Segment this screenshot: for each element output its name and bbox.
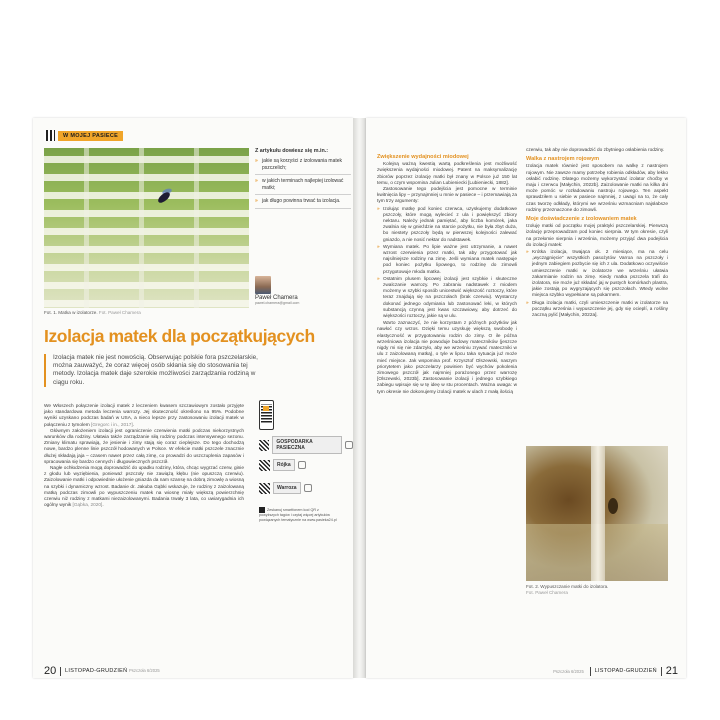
section-tag <box>44 130 123 141</box>
tag-gospodarka[interactable]: GOSPODARKA PASIECZNA <box>259 436 353 454</box>
highlight-item: » jakie są korzyści z izolowania matek pszczelich; <box>255 158 351 175</box>
body-paragraph: Kolejną ważną kwestią wartą podkreślenia jest możliwość zwiększenia wydajności miodowej. Patent na maksymalizację zbiorów poprzez izolację matki był znany w Polsce już 150 lat temu, o czym wspomina Julian Lubieniecki [Lubieniecki, 1882]. <box>377 162 517 186</box>
photo-caption-1: Fot. 1. Matka w izolatorze. Fot. Paweł Chamera <box>44 310 141 315</box>
body-paragraph: Głównym założeniem izolacji jest ograniczenie czerwienia matki podczas niekorzystnych warunków dla rodziny. Ułatwia także zarządzanie siłą rodziny podczas intensywnego sezonu. Zmiany klimatu sprawiają, że jesienie i zimy stają się coraz cieplejsze. Do tego dochodzą nowe, bardzo plenne linie pszczół hodowanych w Polsce. W efekcie matki pszczele znacznie dłużej składają jaja – czasem nawet przez całą zimę, co prowadzi do uszczuplenia zapasów i spracowania się bardzo cennych i długowiecznych pszczół. <box>44 428 244 465</box>
body-column-left <box>44 404 244 509</box>
left-page <box>33 118 353 678</box>
tag-warroza[interactable]: Warroza <box>259 482 312 494</box>
magazine-label: Pszczoła 6/2025 <box>129 668 160 673</box>
link-icon <box>298 461 306 469</box>
highlight-item: » jak długo powinna trwać ta izolacja. <box>255 198 351 209</box>
article-title: Izolacja matek dla początkujących <box>44 326 315 346</box>
link-icon <box>304 484 312 492</box>
highlights-title: Z artykułu dowiesz się m.in.: <box>255 148 329 154</box>
page-footer-left <box>44 665 160 677</box>
author-name: Paweł Chamera <box>255 295 298 301</box>
qr-code-icon <box>259 483 270 494</box>
page-number: 20 <box>44 665 57 677</box>
page-footer-right <box>553 665 678 677</box>
qr-code-icon <box>44 130 55 141</box>
queen-release-photo <box>526 446 668 581</box>
body-paragraph: Nagłe ochłodzenia mogą doprowadzić do upadku rodziny, która, chcąc wygrzać czerw, ginie z głodu lub wyziębienia, ponieważ pszczoły nie zawiążą kłębu (nie opuszczą czerwiu). Zaizolowanie matki i odpowiednie ułożenie gniazda da nam szansę na dobrą zimowlę a wiosną na szybki i dynamiczny wzrost. Badanie dr. Jakuba Gąbki wskazuje, że rodziny z zaizolowaną matką podczas zimowli po wypuszczeniu matek na wiosnę miały większą powierzchnię czerwiu niż rodziny z matkami niezaizolowanymi. Badania trwały 3 lata, co uwiarygadnia ich ogólny wynik [Gąbka, 2020]. <box>44 466 244 509</box>
scan-note: Zeskanuj smartfonem kod QR z powyższych tagów i czytaj więcej artykułów powiązanych tematycznie na www.pasieka24.pl <box>259 507 337 522</box>
body-paragraph: czerwiu, tak aby nie doprowadzić do zbytniego osłabienia rodziny. <box>526 148 665 153</box>
body-paragraph: We Włoszech połączenie izolacji matek z leczeniem kwasem szczawiowym zostało przyjęte jako standardowa metoda leczenia warrozy. Jej skuteczność określono na 95%. Podobne wyniki uzyskano podczas badań w USA, a nieco lepsze przy zastosowaniu izolacji matek w połączeniu z tymolem [Gregorc i in., 2017]. <box>44 404 244 428</box>
article-lead: Izolacja matek nie jest nowością. Obserwując polskie fora pszczelarskie, można zauważyć, że coraz więcej osób skłania się do stosowania tej metody. Izolacja matek daje szerokie możliwości zarządzania rodziną w ciągu roku. <box>44 354 269 387</box>
magazine-label: Pszczoła 6/2025 <box>553 668 584 674</box>
bullet-item: » Krótka izolacja, trwająca ok. 2 miesiące, ma na celu „wyczągnięcie” wszystkich pasożytów Varroa na pszczoły i jednym zabiegiem pozbycie się ich z ula. Dodatkowo oczywiście umieszczenie matki w izolatorze we wrześniu ułatwia zakarmianie rodzin na zimę. Kiedy matka pszczela trafi do izolatora, nie może już składać jaj w pustych komórkach plastra, jakie zostają po wygryzających się pszczołach. Wtedy wolne miejsca szybko wypełniane są pokarmem. <box>526 250 668 300</box>
page-number: 21 <box>665 665 678 677</box>
right-page <box>366 118 686 678</box>
author-avatar <box>255 276 271 294</box>
qr-code-icon <box>259 460 270 471</box>
bullet-item: » Izolując matkę pod koniec czerwca, uzyskujemy dodatkowe pszczoły, które mogą wylecieć z ula i powiększyć zbiory nektaru. Należy jednak pamiętać, aby liczba komórek, jaka zwalnia się w gnieździe na starcie pożytku, nie była zbyt duża, bo niestety pszczoły będą w pierwszej kolejności zalewać gniazdo, a nie nosić nektar do nadstawek. <box>377 207 517 244</box>
page-gutter <box>353 118 366 678</box>
section-label: W MOJEJ PASIECE <box>58 131 123 141</box>
section-heading: Zwiększenie wydajności miodowej <box>377 154 469 160</box>
issue-label: LISTOPAD-GRUDZIEŃ <box>65 668 128 674</box>
bullet-item: » Wymiana matek. Po lipie ważne jest utrzymanie, a nawet wzrost czerwienia przez matki, tak aby przygotować jak najsilniejsze rodziny na zimę. Jeśli wymiana matek następuje pod koniec pożytku lipowego, to rodzinę do zimowli przygotowuje młoda matka. <box>377 245 517 276</box>
body-paragraph: Izoluję matki od początku mojej praktyki pszczelarskiej. Pierwszą izolację przeprowadzam pod koniec sierpnia. W tym okresie, czyli na przełomie sierpnia i września, możemy przyjąć dwa podejścia do izolacji matek: <box>526 224 668 248</box>
section-heading: Moje doświadczenie z izolowaniem matek <box>526 216 637 223</box>
author-box <box>255 276 351 305</box>
tag-rojka[interactable]: Rójka <box>259 459 306 471</box>
photo-caption-2: Fot. 2. Wypuszczanie matki do izolatora. Fot. Paweł Chamera <box>526 584 609 595</box>
body-paragraph: Zastosowanie tego podejścia jest pomocne w terminie kwitnięcia lipy – przynajmniej u mnie w pasiece – i przemawiają za tym trzy argumenty: <box>377 187 517 205</box>
bullet-item: » Długa izolacja matki, czyli umieszczenie matki w izolatorze na początku września i wypuszczenie jej, gdy się ocieplí, a rośliny zaczną pylić [Małychin, 2022a]. <box>526 301 668 320</box>
bee <box>608 498 618 514</box>
highlight-item: » w jakich terminach najlepiej izolować matki; <box>255 178 351 195</box>
section-heading: Walka z nastrojem rojowym <box>526 156 600 163</box>
body-column-right-1 <box>377 152 517 396</box>
link-icon <box>345 441 353 449</box>
issue-label: LISTOPAD-GRUDZIEŃ <box>594 668 657 674</box>
queen-in-isolator-photo <box>44 148 249 308</box>
body-column-right-2 <box>526 148 668 320</box>
body-paragraph: Izolacja matek również jest sposobem na walkę z nastrojem rojowym. Nie zawsze mamy potrzebę robienia odkładów, aby lekko osłabić rodzinę. Dlatego możemy wykorzystać izolator choćby w maju i czerwcu [Małychin, 2022b]. Zaizolowanie matki na kilka dni może pomóc w rozładowaniu nastroju rojowego. Ten aspekt sprawdziłem u siebie w pasiece najmniej, z uwagi na to, że cały czas tworzę odkłady, którymi we wrześniu wzmacniam najsłabsze rodziny przeznaczone do zimowli. <box>526 164 668 213</box>
body-paragraph: Warto zaznaczyć, że nie korzystam z późnych pożytków jak nawłoć czy wrzos. Dzięki temu uzyskuję większą swobodę i elastyczność w przygotowaniu rodzin do zimy. O ile późna wrześniowa izolacja nie powoduje budowy mateczników (jeszcze nigdy mi się nie zdarzyło, aby we wrześniu zrywać mateczniki w ulu z zaizolowaną matką), o tyle w lipcu taka sytuacja już może mieć miejsce. Jak wspomina prof. Krzysztof Olszewski, naszym priorytetem jako pszczelarzy powinien być wychów pokolenia zimowego pszczół jak najmniej porażonego przez warrozę [Olszewski, 2023b]. Zastosowanie izolacji i jednego szybkiego zabiegu wpisuje się w tę ideę w stu procentach. Ważna uwaga: w tym okresie nie dokonujemy izolacji matek w ulach z małą ilością <box>377 321 517 395</box>
author-email: pawel.chamera@gmail.com <box>255 301 300 305</box>
qr-code-icon <box>259 440 269 451</box>
bullet-item: » Ostatnim plusem lipcowej izolacji jest szybkie i skuteczne zwalczanie warrozy. Po zabraniu nadstawek z miodem możemy w szybki sposób unicestwić większość roztoczy, które teraz znajdują się na pszczołach (brak czerwiu). Wystarczy dokonać jednego odymiania lub zastosować leki, w których substancją czynną jest kwas szczawiowy, aby dotrzeć do większości roztoczy, jakie są w ulu. <box>377 277 517 320</box>
smartphone-qr-icon <box>259 400 274 430</box>
